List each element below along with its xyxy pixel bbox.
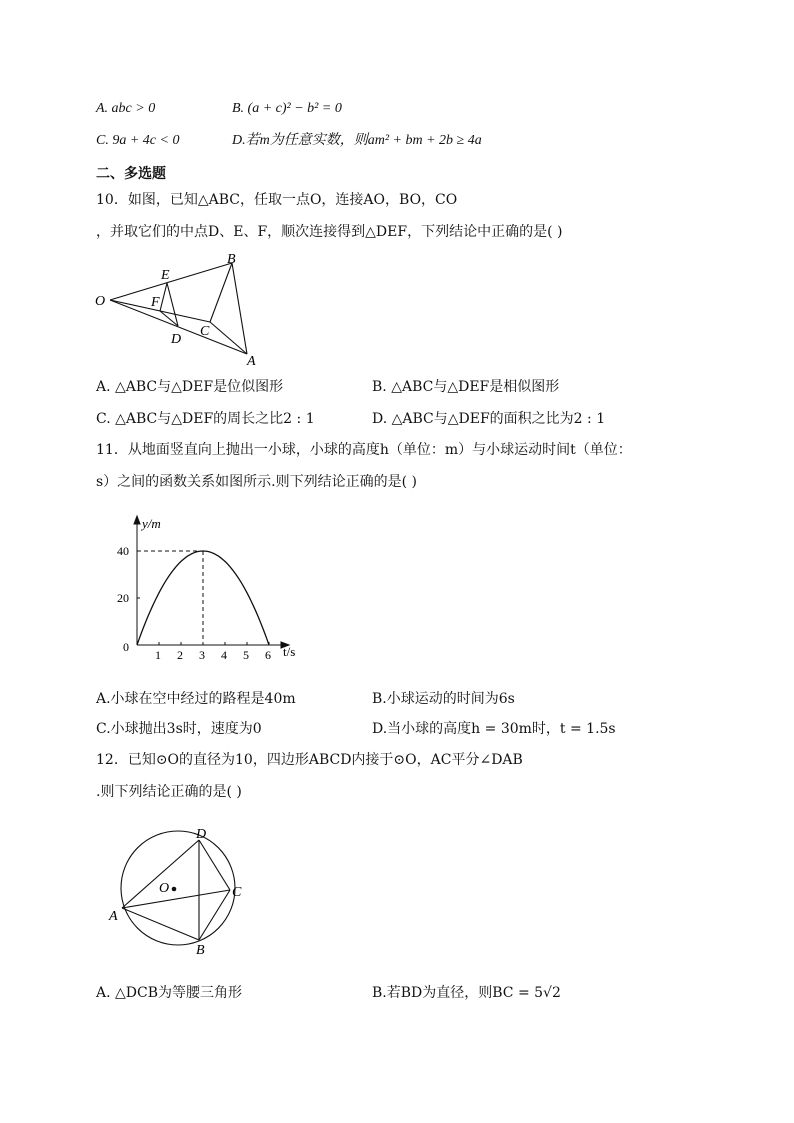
q11-stem-line1: 11．从地面竖直向上抛出一小球，小球的高度h（单位：m）与小球运动时间t（单位：: [96, 442, 632, 458]
q12-circle: [121, 831, 235, 945]
q10-option-b: B. △ABC与△DEF是相似图形: [372, 379, 560, 395]
q11-option-c: C.小球抛出3s时，速度为0: [96, 721, 262, 737]
q12-label-a: A: [109, 909, 118, 924]
q10-label-a: A: [247, 354, 256, 369]
chart-x-tick-label: 4: [221, 648, 227, 662]
chart-origin-label: 0: [123, 640, 129, 654]
chart-ylabel: y/m: [142, 516, 161, 531]
chart-y-tick-label: 40: [117, 544, 129, 558]
q11-option-d: D.当小球的高度h = 30m时，t = 1.5s: [372, 721, 616, 737]
q10-option-c: C. △ABC与△DEF的周长之比2 : 1: [96, 411, 315, 427]
q11-option-b: B.小球运动的时间为6s: [372, 691, 515, 707]
q10-label-e: E: [161, 268, 170, 283]
q10-label-d: D: [171, 332, 182, 347]
q10-label-f: F: [151, 295, 160, 310]
q11-stem-line2: s）之间的函数关系如图所示.则下列结论正确的是( ): [96, 474, 418, 490]
q12-label-d: D: [196, 827, 207, 842]
q10-label-o: O: [95, 294, 106, 309]
chart-y-tick-label: 20: [117, 591, 129, 605]
q12-stem-line1: 12．已知⊙O的直径为10，四边形ABCD内接于⊙O，AC平分∠DAB: [96, 752, 523, 768]
q12-label-c: C: [232, 885, 242, 900]
q12-label-b: B: [196, 943, 205, 958]
q10-figure: [90, 245, 270, 370]
chart-x-tick-label: 3: [199, 648, 205, 662]
q12-label-o: O: [159, 881, 170, 896]
q12-stem-line2: .则下列结论正确的是( ): [96, 784, 242, 800]
section-heading: 二、多选题: [96, 166, 166, 182]
chart-x-tick-label: 1: [155, 648, 161, 662]
q12-figure: [100, 820, 260, 960]
chart-x-tick-label: 2: [177, 648, 183, 662]
q9-option-c: C. 9a + 4c < 0: [96, 133, 180, 148]
chart-xlabel: t/s: [283, 644, 296, 659]
q12-option-b: B.若BD为直径，则BC = 5√2: [372, 985, 561, 1001]
q9-option-a: A. abc > 0: [96, 101, 156, 116]
q9-option-d: D.若m为任意实数，则am² + bm + 2b ≥ 4a: [232, 133, 482, 148]
q10-label-c: C: [200, 324, 210, 339]
q9-option-b: B. (a + c)² − b² = 0: [232, 101, 342, 116]
q11-chart: [105, 510, 305, 665]
chart-x-tick-label: 5: [243, 648, 249, 662]
q10-option-d: D. △ABC与△DEF的面积之比为2 : 1: [372, 411, 606, 427]
q10-stem-line1: 10．如图，已知△ABC，任取一点O，连接AO，BO，CO: [96, 192, 458, 208]
q12-option-a: A. △DCB为等腰三角形: [96, 985, 243, 1001]
chart-x-tick-label: 6: [265, 648, 271, 662]
chart-y-arrow: [134, 516, 140, 524]
q11-option-a: A.小球在空中经过的路程是40m: [96, 691, 296, 707]
q10-stem-line2: ，并取它们的中点D、E、F，顺次连接得到△DEF，下列结论中正确的是( ): [96, 224, 563, 240]
q12-center-dot: [172, 887, 177, 892]
q10-option-a: A. △ABC与△DEF是位似图形: [96, 379, 284, 395]
q10-label-b: B: [227, 252, 236, 267]
